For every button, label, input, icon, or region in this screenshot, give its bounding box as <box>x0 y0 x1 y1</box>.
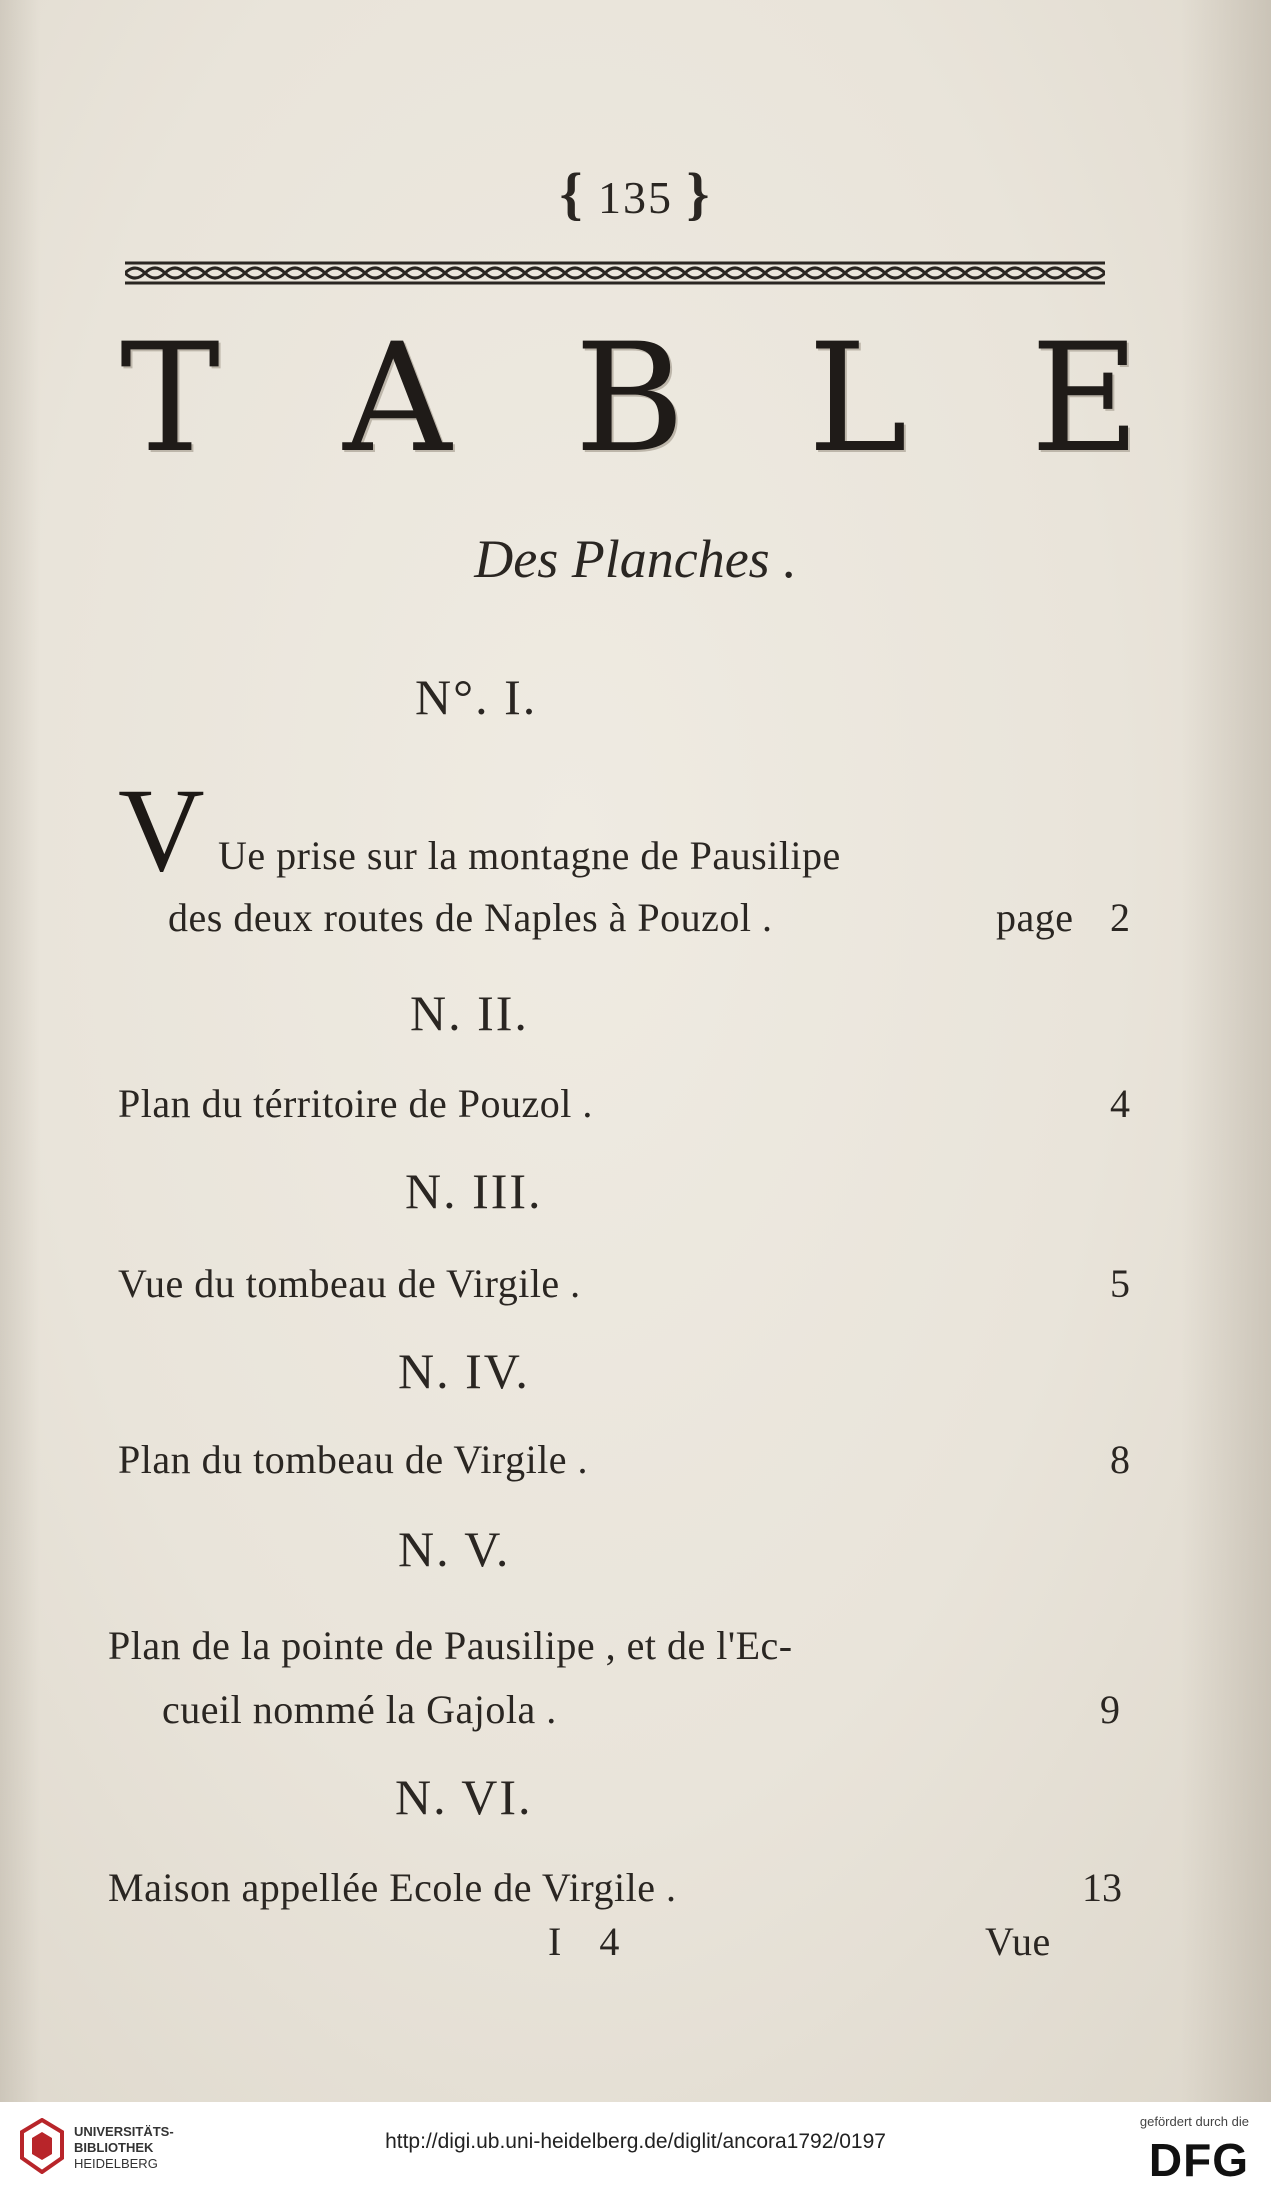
page-title <box>120 312 1140 486</box>
entry-line: Plan du térritoire de Pouzol . <box>118 1081 593 1126</box>
section-heading: N. III. <box>405 1163 543 1219</box>
entry-page-number: 9 <box>1100 1687 1120 1732</box>
page-edge-shade <box>1181 0 1271 2102</box>
entry-page-number: 4 <box>1110 1081 1130 1126</box>
title-letter: B <box>574 312 685 486</box>
library-name-line: BIBLIOTHEK <box>74 2140 154 2155</box>
permalink-url[interactable]: http://digi.ub.uni-heidelberg.de/diglit/ancora1792/0197 <box>385 2130 886 2153</box>
page-label: page <box>996 895 1074 940</box>
catchword: Vue <box>985 1919 1051 1964</box>
entry-page-number: 13 <box>1082 1865 1122 1910</box>
braided-ornament-rule <box>125 258 1105 288</box>
library-name-line: HEIDELBERG <box>74 2156 158 2171</box>
title-letter: T <box>120 312 221 486</box>
entry-line: Vue du tombeau de Virgile . <box>118 1261 581 1306</box>
entry-page-number: 5 <box>1110 1261 1130 1306</box>
entry-line: Maison appellée Ecole de Virgile . <box>108 1865 677 1910</box>
title-letter: L <box>807 312 908 486</box>
funding-note: gefördert durch die <box>1139 2114 1249 2129</box>
section-heading: N. VI. <box>395 1769 533 1825</box>
entry-line: des deux routes de Naples à Pouzol . <box>168 895 773 940</box>
entry-line: Plan de la pointe de Pausilipe , et de l'Ec- <box>108 1623 793 1668</box>
page-gutter-shade <box>0 0 40 2102</box>
section-heading: N°. I. <box>415 669 538 725</box>
page-number-header <box>0 160 1271 227</box>
entry-line: cueil nommé la Gajola . <box>162 1687 557 1732</box>
entry-line: Plan du tombeau de Virgile . <box>118 1437 589 1482</box>
page-number: 135 <box>598 172 673 223</box>
section-heading: N. V. <box>398 1521 511 1577</box>
title-letter: A <box>343 312 452 486</box>
signature-mark: I 4 <box>548 1919 634 1964</box>
drop-cap: V <box>118 763 205 896</box>
entry-page-number: 8 <box>1110 1437 1130 1482</box>
entry-line: Ue prise sur la montagne de Pausilipe <box>218 833 841 878</box>
library-name-line: UNIVERSITÄTS- <box>74 2124 174 2139</box>
bracket-left: { <box>559 161 585 226</box>
dfg-logo[interactable]: DFG <box>1148 2134 1249 2186</box>
section-heading: N. II. <box>410 985 529 1041</box>
title-letter: E <box>1030 312 1140 486</box>
bracket-right: } <box>686 161 712 226</box>
entry-page-number: 2 <box>1110 895 1130 940</box>
subtitle: Des Planches . <box>474 529 797 589</box>
section-heading: N. IV. <box>398 1343 530 1399</box>
